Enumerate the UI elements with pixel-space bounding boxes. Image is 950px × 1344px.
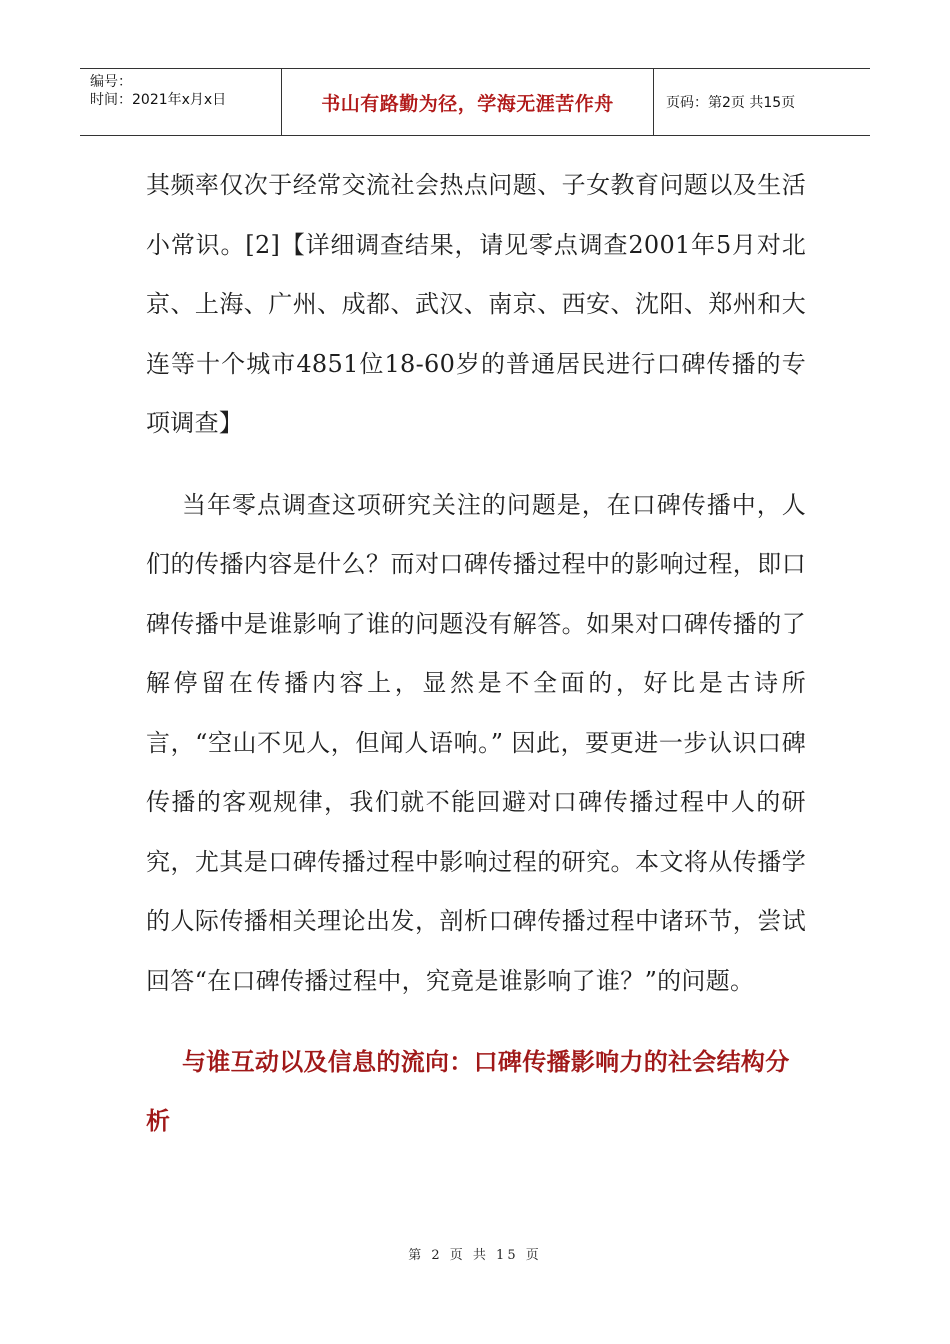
page-footer: 第 2 页 共 15 页 (408, 1248, 542, 1263)
header-page-info: 页码：第2页 共15页 (666, 95, 796, 111)
header-meta (80, 69, 282, 135)
document-body (146, 156, 806, 1151)
document-date-label: 时间：2021年x月x日 (90, 92, 227, 108)
body-paragraph-1: 其频率仅次于经常交流社会热点问题、子女教育问题以及生活小常识。[2]【详细调查结果，请见零点调查2001年5月对北京、上海、广州、成都、武汉、南京、西安、沈阳、郑州和大连等十个城市4851位18-60岁的普通居民进行口碑传播的专项调查】 (146, 171, 806, 437)
body-paragraph-2: 当年零点调查这项研究关注的问题是，在口碑传播中，人们的传播内容是什么？而对口碑传播过程中的影响过程，即口碑传播中是谁影响了谁的问题没有解答。如果对口碑传播的了解停留在传播内容上，显然是不全面的，好比是古诗所言，“空山不见人，但闻人语响。” 因此，要更进一步认识口碑传播的客观规律，我们就不能回避对口碑传播过程中人的研究，尤其是口碑传播过程中影响过程的研究。本文将从传播学的人际传播相关理论出发，剖析口碑传播过程中诸环节，尝试回答“在口碑传播过程中，究竟是谁影响了谁？”的问题。 (146, 490, 806, 995)
paragraph-spacer (146, 1011, 806, 1033)
header-motto: 书山有路勤为径，学海无涯苦作舟 (282, 69, 654, 135)
section-heading: 与谁互动以及信息的流向：口碑传播影响力的社会结构分析 (146, 1048, 790, 1135)
page-header (80, 68, 870, 136)
document-number-label: 编号： (90, 74, 132, 90)
paragraph-spacer (146, 454, 806, 476)
